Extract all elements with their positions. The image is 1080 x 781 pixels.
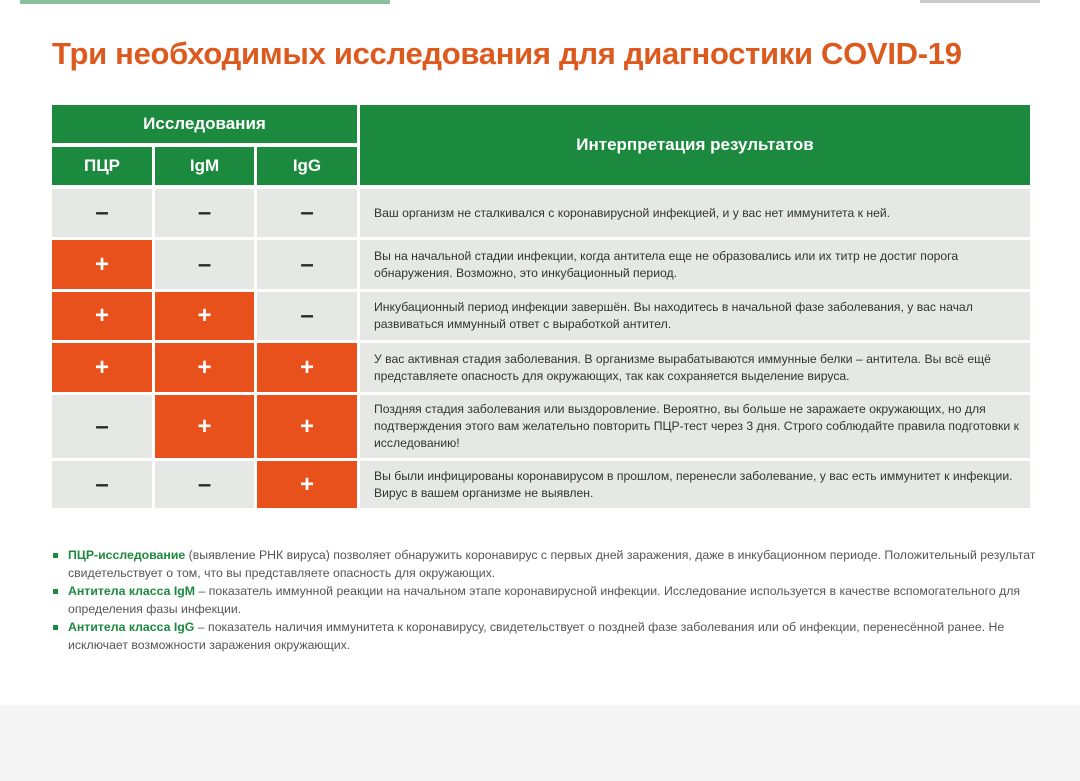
bullet-icon [53,589,58,594]
page-title: Три необходимых исследования для диагностики COVID-19 [52,36,962,71]
positive-sign: + [299,353,314,381]
interpretation-text: Поздняя стадия заболевания или выздоровление. Вероятно, вы больше не заражаете окружающих, но для подтверждения этого вам желательно повторить ПЦР-тест через 3 дня. Строго соблюдайте правила подготовки к исследованию! [360,395,1030,458]
positive-sign: + [197,302,212,329]
negative-sign: – [95,470,109,498]
igm-result-cell [155,240,254,289]
header-fragment [920,0,1040,3]
negative-sign: – [300,250,314,278]
header-pcr: ПЦР [52,147,152,185]
igg-result-cell [257,461,357,508]
interpretation-text: Вы на начальной стадии инфекции, когда антитела еще не образовались или их титр не достиг порога обнаружения. Возможно, это инкубационный период. [360,240,1030,289]
header-interpretation: Интерпретация результатов [360,105,1030,185]
table-row [52,292,1030,340]
pcr-result-cell [52,189,152,237]
bottom-band [0,705,1080,781]
header-igm: IgM [155,147,254,185]
top-strip [0,0,1080,8]
table-row [52,189,1030,237]
note-igg [52,619,1042,654]
negative-sign: – [197,470,212,498]
pcr-result-cell [52,240,152,289]
negative-sign: – [95,199,109,226]
interpretation-text: Ваш организм не сталкивался с коронавирусной инфекцией, и у вас нет иммунитета к ней. [360,189,1030,237]
note-term: ПЦР-исследование [68,548,186,562]
table-header [52,105,1030,185]
footnotes [52,547,1042,655]
interpretation-text: У вас активная стадия заболевания. В организме вырабатываются иммунные белки – антитела. Вы всё ещё представляете опасность для окружающих, так как сохраняется выделение вируса. [360,343,1030,392]
igm-result-cell [155,395,254,458]
note-text: (выявление РНК вируса) позволяет обнаружить коронавирус с первых дней заражения, даже в инкубационном периоде. Положительный результат свидетельствует о том, что вы представляете опасность для окружающих. [68,548,1036,580]
header-igg: IgG [257,147,357,185]
pcr-result-cell [52,343,152,392]
igm-result-cell [155,292,254,340]
igg-result-cell [257,292,357,340]
negative-sign: – [197,199,212,226]
pcr-result-cell [52,292,152,340]
positive-sign: + [94,353,109,381]
table-row [52,240,1030,289]
bullet-icon [53,625,58,630]
pcr-result-cell [52,395,152,458]
negative-sign: – [197,250,212,278]
igg-result-cell [257,343,357,392]
igg-result-cell [257,240,357,289]
positive-sign: + [299,470,314,498]
table-row [52,343,1030,392]
igm-result-cell [155,461,254,508]
positive-sign: + [94,302,109,329]
positive-sign: + [299,412,314,440]
table-row [52,395,1030,458]
positive-sign: + [197,353,212,381]
note-term: Антитела класса IgG [68,620,195,634]
igm-result-cell [155,189,254,237]
positive-sign: + [197,412,212,440]
brand-logo-fragment [20,0,390,4]
igg-result-cell [257,189,357,237]
negative-sign: – [300,199,314,226]
interpretation-text: Вы были инфицированы коронавирусом в прошлом, перенесли заболевание, у вас есть иммунитет к инфекции. Вирус в вашем организме не выявлен. [360,461,1030,508]
pcr-result-cell [52,461,152,508]
table-row [52,461,1030,508]
note-igm [52,583,1042,618]
igg-result-cell [257,395,357,458]
note-text: – показатель иммунной реакции на начальном этапе коронавирусной инфекции. Исследование используется в качестве вспомогательного для определения фазы инфекции. [68,584,1021,616]
positive-sign: + [94,250,109,278]
igm-result-cell [155,343,254,392]
bullet-icon [53,553,58,558]
note-pcr [52,547,1042,582]
interpretation-text: Инкубационный период инфекции завершён. Вы находитесь в начальной фазе заболевания, у вас начал развиваться иммунный ответ с выработкой антител. [360,292,1030,340]
negative-sign: – [95,412,109,440]
header-group-studies: Исследования [52,105,357,143]
negative-sign: – [300,302,314,329]
note-term: Антитела класса IgM [68,584,196,598]
note-text: – показатель наличия иммунитета к коронавирусу, свидетельствует о поздней фазе заболевания или об инфекции, перенесённой ранее. Не исключает возможности заражения окружающих. [68,620,1005,652]
